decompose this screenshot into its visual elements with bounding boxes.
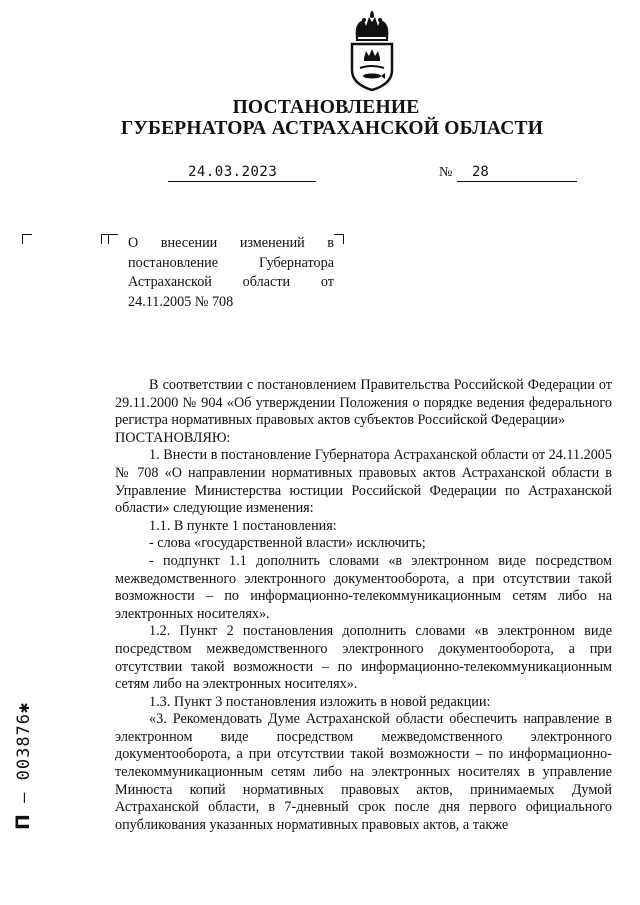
body-paragraph: - слова «государственной власти» исключить; bbox=[149, 535, 426, 552]
document-issuer: ГУБЕРНАТОРА АСТРАХАНСКОЙ ОБЛАСТИ bbox=[120, 118, 544, 139]
body-paragraph: - подпункт 1.1 дополнить словами «в электронном виде посредством межведомственного электронного документооборота, а при отсутствии такой возможности – по информационно-телекоммуникационным сетям либо на электронных носителях». bbox=[115, 552, 612, 622]
corner-mark bbox=[22, 234, 32, 244]
stamp-prefix: П bbox=[12, 814, 34, 830]
stamp-mark: ✱ bbox=[14, 701, 34, 713]
coat-of-arms-icon bbox=[342, 8, 402, 92]
body-paragraph: 1.1. В пункте 1 постановления: bbox=[149, 517, 337, 534]
body-paragraph: ПОСТАНОВЛЯЮ: bbox=[115, 429, 231, 446]
registration-stamp bbox=[12, 702, 34, 830]
document-title: ПОСТАНОВЛЕНИЕ bbox=[232, 97, 420, 118]
document-number: 28 bbox=[472, 164, 489, 180]
number-field bbox=[457, 164, 577, 182]
body-paragraph: «3. Рекомендовать Думе Астраханской области обеспечить направление в электронном виде посредством межведомственного электронного документооборота, а при отсутствии такой возможности – по информационно-телекоммуникационным сетям либо на электронных носителях в управление Минюста копий нормативных правовых актов, принимаемых Думой Астраханской области, в 7-дневный срок после дня первого официального опубликования указанных нормативных правовых актов, а также bbox=[115, 711, 612, 833]
body-paragraph: В соответствии с постановлением Правительства Российской Федерации от 29.11.2000 № 904 «Об утверждении Положения о порядке ведения федерального регистра нормативных правовых актов субъектов Российской Федерации» bbox=[115, 377, 612, 429]
document-subject: О внесении изменений в постановление Губернатора Астраханской области от 24.11.2005 № 708 bbox=[128, 235, 334, 310]
body-paragraph: 1. Внести в постановление Губернатора Астраханской области от 24.11.2005 № 708 «О направлении нормативных правовых актов Астраханской области в Управление Министерства юстиции Российской Федерации по Астраханской области» следующие изменения: bbox=[115, 447, 612, 517]
body-paragraph: 1.3. Пункт 3 постановления изложить в новой редакции: bbox=[149, 693, 491, 710]
document-date: 24.03.2023 bbox=[188, 164, 278, 180]
document-body bbox=[115, 377, 612, 834]
corner-mark bbox=[334, 234, 344, 244]
body-paragraph: 1.2. Пункт 2 постановления дополнить словами «в электронном виде посредством межведомственного электронного документооборота, а при отсутствии такой возможности – по информационно-телекоммуникационным сетям либо на электронных носителях». bbox=[115, 623, 612, 693]
corner-mark bbox=[108, 234, 118, 244]
stamp-code: – 003876 bbox=[14, 712, 34, 815]
date-field bbox=[168, 164, 316, 182]
number-label: № bbox=[439, 165, 453, 180]
